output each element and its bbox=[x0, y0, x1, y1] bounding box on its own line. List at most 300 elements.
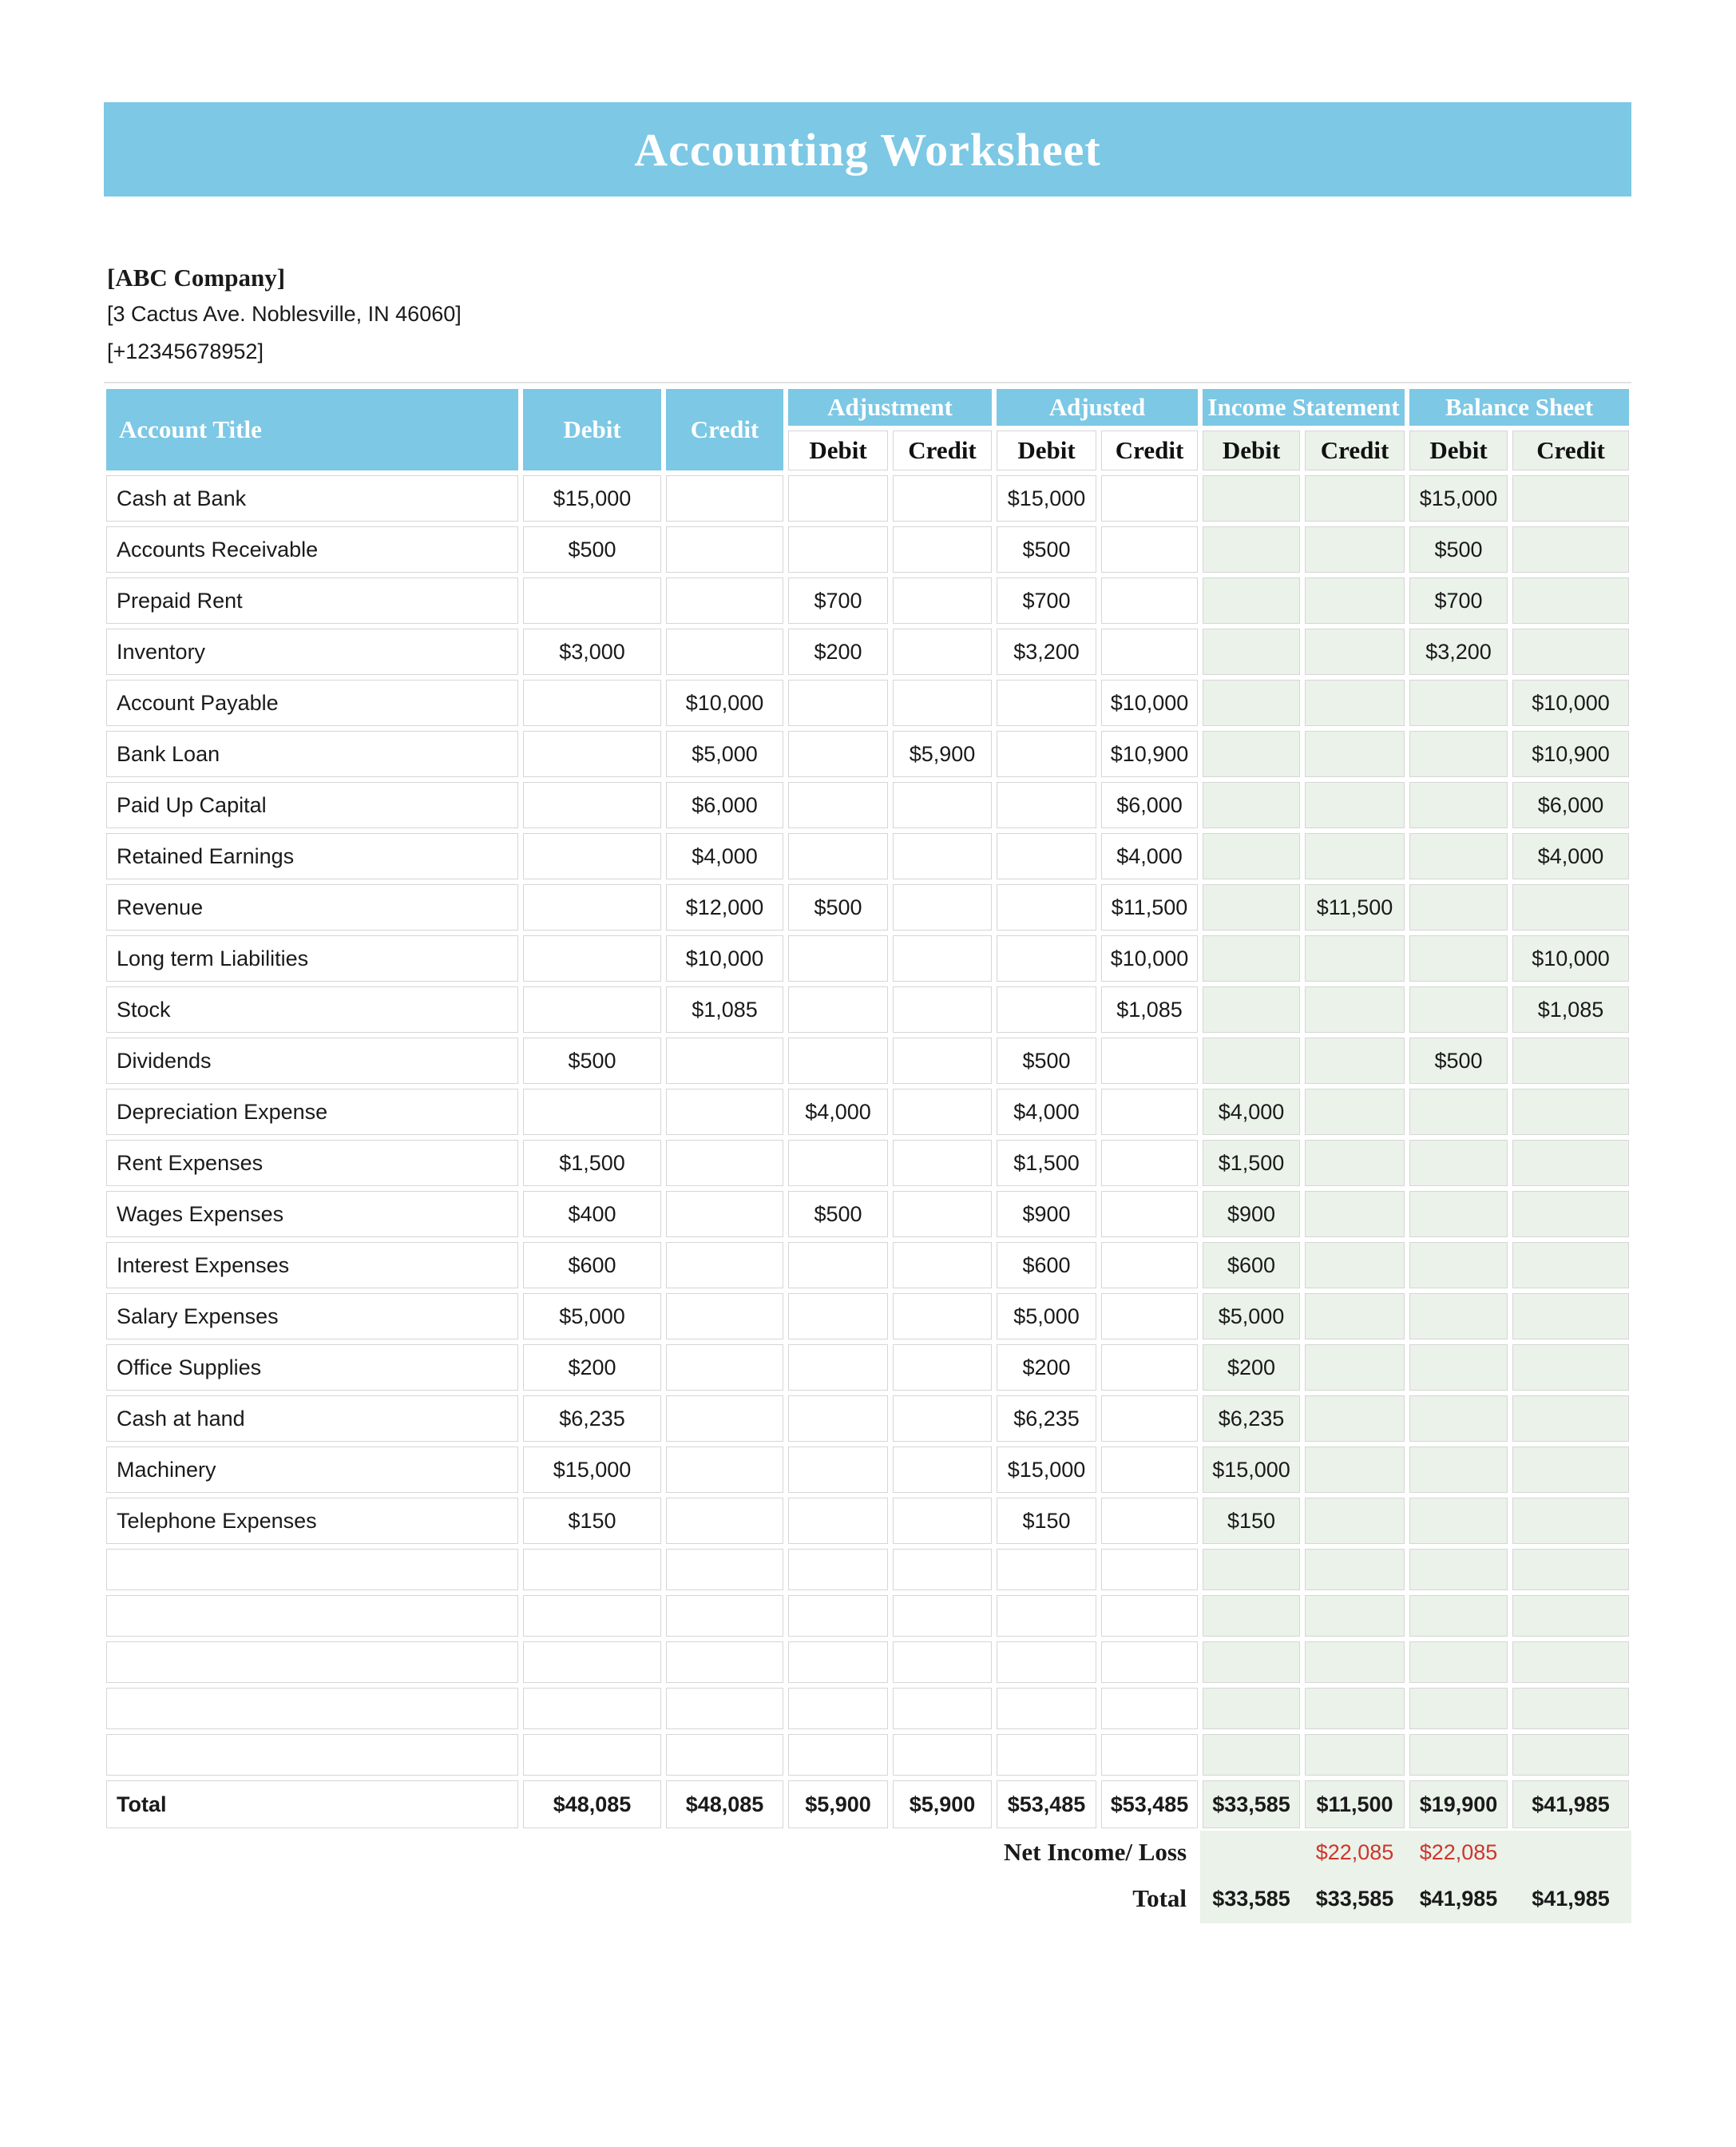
total-credit: $48,085 bbox=[664, 1778, 786, 1831]
cell-credit bbox=[664, 1444, 786, 1495]
account-title-cell: Depreciation Expense bbox=[104, 1086, 521, 1137]
cell-is-debit: $6,235 bbox=[1200, 1393, 1302, 1444]
cell-credit bbox=[664, 473, 786, 524]
cell-bs-debit bbox=[1407, 1342, 1510, 1393]
cell-debit: $6,235 bbox=[521, 1393, 664, 1444]
table-row bbox=[104, 677, 1631, 728]
empty-table-row bbox=[104, 1685, 1631, 1732]
final-total-bs-debit: $41,985 bbox=[1407, 1874, 1510, 1923]
cell-adj-credit bbox=[890, 780, 994, 831]
empty-table-row bbox=[104, 1732, 1631, 1778]
column-header-account-title: Account Title bbox=[104, 387, 521, 473]
company-phone: [+12345678952] bbox=[107, 339, 264, 363]
cell-adjusted-debit: $15,000 bbox=[994, 473, 1099, 524]
cell-adjusted-debit bbox=[994, 1639, 1099, 1685]
cell-debit bbox=[521, 984, 664, 1035]
cell-adjusted-credit bbox=[1099, 1639, 1200, 1685]
cell-bs-debit: $3,200 bbox=[1407, 626, 1510, 677]
cell-debit: $600 bbox=[521, 1240, 664, 1291]
cell-is-debit: $600 bbox=[1200, 1240, 1302, 1291]
cell-bs-credit bbox=[1510, 1342, 1631, 1393]
subheader-adjusted-debit: Debit bbox=[994, 428, 1099, 473]
cell-is-debit: $15,000 bbox=[1200, 1444, 1302, 1495]
cell-is-credit bbox=[1302, 1495, 1407, 1546]
cell-adj-debit bbox=[786, 1593, 890, 1639]
document-page bbox=[0, 102, 1736, 2147]
cell-is-credit bbox=[1302, 1086, 1407, 1137]
cell-adjusted-credit bbox=[1099, 575, 1200, 626]
account-title-cell: Stock bbox=[104, 984, 521, 1035]
cell-adjusted-debit: $4,000 bbox=[994, 1086, 1099, 1137]
account-title-cell: Long term Liabilities bbox=[104, 933, 521, 984]
cell-credit: $10,000 bbox=[664, 677, 786, 728]
cell-bs-credit bbox=[1510, 1035, 1631, 1086]
cell-is-credit bbox=[1302, 1342, 1407, 1393]
cell-adj-debit bbox=[786, 1393, 890, 1444]
cell-adj-credit bbox=[890, 626, 994, 677]
cell-adjusted-debit bbox=[994, 831, 1099, 882]
cell-adjusted-debit bbox=[994, 1732, 1099, 1778]
cell-debit: $500 bbox=[521, 524, 664, 575]
cell-adjusted-credit: $6,000 bbox=[1099, 780, 1200, 831]
table-top-border bbox=[104, 382, 1631, 383]
account-title-cell: Bank Loan bbox=[104, 728, 521, 780]
cell-is-debit: $900 bbox=[1200, 1189, 1302, 1240]
cell-credit bbox=[664, 1291, 786, 1342]
cell-adj-debit: $500 bbox=[786, 882, 890, 933]
cell-bs-debit bbox=[1407, 1189, 1510, 1240]
cell-bs-debit: $500 bbox=[1407, 1035, 1510, 1086]
cell-bs-credit bbox=[1510, 626, 1631, 677]
table-row bbox=[104, 933, 1631, 984]
empty-table-row bbox=[104, 1639, 1631, 1685]
cell-credit: $5,000 bbox=[664, 728, 786, 780]
cell-is-credit bbox=[1302, 1639, 1407, 1685]
table-row bbox=[104, 1035, 1631, 1086]
cell-adj-credit bbox=[890, 677, 994, 728]
cell-is-debit bbox=[1200, 984, 1302, 1035]
cell-adj-credit bbox=[890, 1393, 994, 1444]
table-row bbox=[104, 575, 1631, 626]
cell-debit: $15,000 bbox=[521, 473, 664, 524]
cell-credit bbox=[664, 626, 786, 677]
cell-adjusted-debit: $6,235 bbox=[994, 1393, 1099, 1444]
cell-debit bbox=[521, 882, 664, 933]
cell-adjusted-debit bbox=[994, 933, 1099, 984]
cell-credit: $10,000 bbox=[664, 933, 786, 984]
cell-is-credit bbox=[1302, 1240, 1407, 1291]
cell-adjusted-credit bbox=[1099, 1291, 1200, 1342]
cell-credit bbox=[664, 1342, 786, 1393]
cell-credit bbox=[664, 1086, 786, 1137]
column-header-debit: Debit bbox=[521, 387, 664, 473]
cell-is-debit bbox=[1200, 933, 1302, 984]
cell-adj-credit: $5,900 bbox=[890, 728, 994, 780]
cell-bs-debit bbox=[1407, 933, 1510, 984]
cell-debit bbox=[521, 677, 664, 728]
account-title-cell: Cash at Bank bbox=[104, 473, 521, 524]
cell-bs-credit bbox=[1510, 1393, 1631, 1444]
worksheet-table bbox=[104, 387, 1631, 1923]
cell-adj-credit bbox=[890, 1086, 994, 1137]
cell-adj-debit bbox=[786, 1685, 890, 1732]
net-income-is-credit: $22,085 bbox=[1302, 1831, 1407, 1874]
cell-debit bbox=[521, 575, 664, 626]
cell-bs-debit bbox=[1407, 1593, 1510, 1639]
cell-is-credit bbox=[1302, 575, 1407, 626]
cell-adj-debit bbox=[786, 1495, 890, 1546]
cell-adj-debit: $200 bbox=[786, 626, 890, 677]
group-header-adjusted: Adjusted bbox=[994, 387, 1200, 428]
cell-adj-debit bbox=[786, 1035, 890, 1086]
account-title-cell: Revenue bbox=[104, 882, 521, 933]
cell-adjusted-debit: $500 bbox=[994, 524, 1099, 575]
cell-debit bbox=[521, 1732, 664, 1778]
table-row bbox=[104, 1240, 1631, 1291]
group-header-adjustment: Adjustment bbox=[786, 387, 994, 428]
table-row bbox=[104, 882, 1631, 933]
cell-adjusted-credit: $10,000 bbox=[1099, 933, 1200, 984]
cell-bs-credit bbox=[1510, 1685, 1631, 1732]
cell-is-credit bbox=[1302, 1593, 1407, 1639]
subheader-adjusted-credit: Credit bbox=[1099, 428, 1200, 473]
cell-credit bbox=[664, 1593, 786, 1639]
net-income-row bbox=[104, 1831, 1631, 1874]
total-adj-credit: $5,900 bbox=[890, 1778, 994, 1831]
cell-bs-debit bbox=[1407, 882, 1510, 933]
cell-bs-credit: $10,900 bbox=[1510, 728, 1631, 780]
cell-adj-credit bbox=[890, 984, 994, 1035]
cell-adjusted-credit bbox=[1099, 524, 1200, 575]
cell-adj-credit bbox=[890, 1639, 994, 1685]
cell-bs-debit bbox=[1407, 780, 1510, 831]
cell-adjusted-credit bbox=[1099, 1444, 1200, 1495]
cell-adjusted-credit bbox=[1099, 473, 1200, 524]
cell-adj-debit bbox=[786, 1444, 890, 1495]
cell-adj-credit bbox=[890, 1593, 994, 1639]
cell-bs-credit: $1,085 bbox=[1510, 984, 1631, 1035]
table-row bbox=[104, 984, 1631, 1035]
cell-adjusted-credit: $4,000 bbox=[1099, 831, 1200, 882]
net-income-bs-credit bbox=[1510, 1831, 1631, 1874]
cell-adjusted-debit bbox=[994, 677, 1099, 728]
cell-bs-debit bbox=[1407, 728, 1510, 780]
cell-bs-debit bbox=[1407, 1639, 1510, 1685]
cell-credit bbox=[664, 1393, 786, 1444]
cell-is-debit bbox=[1200, 728, 1302, 780]
cell-adjusted-credit bbox=[1099, 1086, 1200, 1137]
total-adjusted-debit: $53,485 bbox=[994, 1778, 1099, 1831]
cell-credit bbox=[664, 575, 786, 626]
company-name: [ABC Company] bbox=[107, 264, 286, 292]
cell-is-credit bbox=[1302, 1291, 1407, 1342]
cell-bs-credit bbox=[1510, 1291, 1631, 1342]
cell-adj-credit bbox=[890, 1685, 994, 1732]
cell-is-credit bbox=[1302, 1189, 1407, 1240]
subheader-adjustment-credit: Credit bbox=[890, 428, 994, 473]
cell-adjusted-credit bbox=[1099, 1189, 1200, 1240]
account-title-cell: Machinery bbox=[104, 1444, 521, 1495]
cell-debit: $15,000 bbox=[521, 1444, 664, 1495]
cell-bs-debit bbox=[1407, 1732, 1510, 1778]
cell-debit: $500 bbox=[521, 1035, 664, 1086]
cell-is-debit bbox=[1200, 1593, 1302, 1639]
cell-bs-credit bbox=[1510, 1189, 1631, 1240]
cell-credit bbox=[664, 1685, 786, 1732]
cell-debit: $400 bbox=[521, 1189, 664, 1240]
cell-debit bbox=[521, 728, 664, 780]
subheader-balance-sheet-debit: Debit bbox=[1407, 428, 1510, 473]
account-title-cell: Accounts Receivable bbox=[104, 524, 521, 575]
cell-adjusted-credit: $1,085 bbox=[1099, 984, 1200, 1035]
cell-bs-debit: $500 bbox=[1407, 524, 1510, 575]
cell-is-debit bbox=[1200, 1546, 1302, 1593]
cell-credit bbox=[664, 1639, 786, 1685]
cell-is-credit bbox=[1302, 1393, 1407, 1444]
cell-is-credit bbox=[1302, 831, 1407, 882]
cell-adjusted-debit bbox=[994, 1685, 1099, 1732]
cell-is-credit bbox=[1302, 728, 1407, 780]
cell-adjusted-debit bbox=[994, 984, 1099, 1035]
cell-debit: $3,000 bbox=[521, 626, 664, 677]
subheader-income-statement-credit: Credit bbox=[1302, 428, 1407, 473]
table-row bbox=[104, 1444, 1631, 1495]
cell-adj-debit bbox=[786, 677, 890, 728]
total-adj-debit: $5,900 bbox=[786, 1778, 890, 1831]
cell-is-credit bbox=[1302, 984, 1407, 1035]
cell-bs-credit bbox=[1510, 882, 1631, 933]
cell-adjusted-credit bbox=[1099, 1546, 1200, 1593]
cell-credit bbox=[664, 1035, 786, 1086]
table-row bbox=[104, 780, 1631, 831]
cell-adj-credit bbox=[890, 524, 994, 575]
table-row bbox=[104, 1291, 1631, 1342]
cell-adjusted-debit: $900 bbox=[994, 1189, 1099, 1240]
cell-credit: $4,000 bbox=[664, 831, 786, 882]
cell-adjusted-credit: $11,500 bbox=[1099, 882, 1200, 933]
total-bs-credit: $41,985 bbox=[1510, 1778, 1631, 1831]
cell-credit bbox=[664, 524, 786, 575]
cell-is-debit bbox=[1200, 575, 1302, 626]
cell-adjusted-debit bbox=[994, 1546, 1099, 1593]
cell-adj-debit bbox=[786, 1639, 890, 1685]
document-title-banner bbox=[104, 102, 1631, 196]
cell-adj-credit bbox=[890, 1240, 994, 1291]
cell-adj-debit bbox=[786, 1732, 890, 1778]
table-row bbox=[104, 831, 1631, 882]
empty-table-row bbox=[104, 1593, 1631, 1639]
final-total-row bbox=[104, 1874, 1631, 1923]
cell-is-debit: $150 bbox=[1200, 1495, 1302, 1546]
cell-adjusted-debit: $500 bbox=[994, 1035, 1099, 1086]
cell-debit: $5,000 bbox=[521, 1291, 664, 1342]
cell-adjusted-debit: $150 bbox=[994, 1495, 1099, 1546]
table-row bbox=[104, 626, 1631, 677]
account-title-cell bbox=[104, 1639, 521, 1685]
header-group-row bbox=[104, 387, 1631, 428]
account-title-cell: Dividends bbox=[104, 1035, 521, 1086]
cell-debit bbox=[521, 1086, 664, 1137]
cell-adjusted-debit: $5,000 bbox=[994, 1291, 1099, 1342]
cell-bs-debit bbox=[1407, 677, 1510, 728]
cell-bs-debit: $15,000 bbox=[1407, 473, 1510, 524]
cell-adj-debit: $500 bbox=[786, 1189, 890, 1240]
account-title-cell: Inventory bbox=[104, 626, 521, 677]
cell-adjusted-credit bbox=[1099, 1685, 1200, 1732]
table-row bbox=[104, 1189, 1631, 1240]
cell-bs-credit bbox=[1510, 1593, 1631, 1639]
cell-adjusted-credit bbox=[1099, 1593, 1200, 1639]
cell-adjusted-credit bbox=[1099, 1732, 1200, 1778]
cell-bs-credit bbox=[1510, 1639, 1631, 1685]
cell-debit bbox=[521, 1546, 664, 1593]
cell-adj-credit bbox=[890, 1137, 994, 1189]
account-title-cell: Wages Expenses bbox=[104, 1189, 521, 1240]
cell-bs-debit bbox=[1407, 1240, 1510, 1291]
cell-adj-debit bbox=[786, 1291, 890, 1342]
cell-credit: $1,085 bbox=[664, 984, 786, 1035]
cell-adjusted-debit: $15,000 bbox=[994, 1444, 1099, 1495]
table-row bbox=[104, 1137, 1631, 1189]
net-income-bs-debit: $22,085 bbox=[1407, 1831, 1510, 1874]
cell-bs-credit: $10,000 bbox=[1510, 677, 1631, 728]
cell-adj-credit bbox=[890, 831, 994, 882]
account-title-cell: Prepaid Rent bbox=[104, 575, 521, 626]
cell-is-credit bbox=[1302, 626, 1407, 677]
net-income-is-debit bbox=[1200, 1831, 1302, 1874]
cell-bs-credit bbox=[1510, 1546, 1631, 1593]
account-title-cell bbox=[104, 1685, 521, 1732]
cell-is-debit bbox=[1200, 831, 1302, 882]
cell-is-credit bbox=[1302, 780, 1407, 831]
cell-bs-credit bbox=[1510, 575, 1631, 626]
cell-adj-debit bbox=[786, 933, 890, 984]
cell-bs-debit: $700 bbox=[1407, 575, 1510, 626]
cell-bs-debit bbox=[1407, 1546, 1510, 1593]
account-title-cell: Paid Up Capital bbox=[104, 780, 521, 831]
cell-adj-debit: $4,000 bbox=[786, 1086, 890, 1137]
cell-is-debit: $1,500 bbox=[1200, 1137, 1302, 1189]
total-bs-debit: $19,900 bbox=[1407, 1778, 1510, 1831]
cell-bs-debit bbox=[1407, 1495, 1510, 1546]
company-address: [3 Cactus Ave. Noblesville, IN 46060] bbox=[107, 302, 462, 326]
cell-adj-debit bbox=[786, 524, 890, 575]
cell-adj-debit: $700 bbox=[786, 575, 890, 626]
cell-adj-credit bbox=[890, 1291, 994, 1342]
cell-adj-credit bbox=[890, 575, 994, 626]
cell-credit bbox=[664, 1546, 786, 1593]
cell-is-credit: $11,500 bbox=[1302, 882, 1407, 933]
cell-adjusted-credit bbox=[1099, 626, 1200, 677]
cell-adj-debit bbox=[786, 473, 890, 524]
cell-is-debit bbox=[1200, 626, 1302, 677]
final-total-bs-credit: $41,985 bbox=[1510, 1874, 1631, 1923]
cell-bs-credit: $4,000 bbox=[1510, 831, 1631, 882]
cell-bs-debit bbox=[1407, 984, 1510, 1035]
cell-debit: $1,500 bbox=[521, 1137, 664, 1189]
cell-adj-credit bbox=[890, 1444, 994, 1495]
cell-adj-debit bbox=[786, 780, 890, 831]
cell-adj-credit bbox=[890, 1495, 994, 1546]
subheader-balance-sheet-credit: Credit bbox=[1510, 428, 1631, 473]
net-income-label: Net Income/ Loss bbox=[1003, 1838, 1187, 1866]
cell-bs-credit bbox=[1510, 1240, 1631, 1291]
cell-adjusted-debit: $1,500 bbox=[994, 1137, 1099, 1189]
cell-is-credit bbox=[1302, 1137, 1407, 1189]
total-is-debit: $33,585 bbox=[1200, 1778, 1302, 1831]
cell-credit: $6,000 bbox=[664, 780, 786, 831]
cell-adjusted-debit: $700 bbox=[994, 575, 1099, 626]
cell-adjusted-credit bbox=[1099, 1393, 1200, 1444]
page-title: Accounting Worksheet bbox=[634, 123, 1101, 176]
cell-debit: $200 bbox=[521, 1342, 664, 1393]
cell-is-debit bbox=[1200, 1639, 1302, 1685]
cell-is-credit bbox=[1302, 1035, 1407, 1086]
cell-bs-debit bbox=[1407, 1291, 1510, 1342]
cell-adjusted-credit: $10,000 bbox=[1099, 677, 1200, 728]
cell-adjusted-credit bbox=[1099, 1240, 1200, 1291]
cell-bs-credit bbox=[1510, 524, 1631, 575]
cell-is-credit bbox=[1302, 1444, 1407, 1495]
cell-credit bbox=[664, 1240, 786, 1291]
cell-adj-credit bbox=[890, 1546, 994, 1593]
cell-bs-credit bbox=[1510, 1495, 1631, 1546]
cell-debit bbox=[521, 933, 664, 984]
cell-is-debit bbox=[1200, 1035, 1302, 1086]
cell-is-credit bbox=[1302, 1685, 1407, 1732]
final-total-label: Total bbox=[1132, 1884, 1187, 1912]
cell-adjusted-credit bbox=[1099, 1035, 1200, 1086]
cell-is-debit bbox=[1200, 882, 1302, 933]
cell-is-credit bbox=[1302, 1546, 1407, 1593]
cell-is-credit bbox=[1302, 524, 1407, 575]
cell-bs-debit bbox=[1407, 1685, 1510, 1732]
account-title-cell bbox=[104, 1593, 521, 1639]
total-debit: $48,085 bbox=[521, 1778, 664, 1831]
cell-adj-debit bbox=[786, 728, 890, 780]
total-is-credit: $11,500 bbox=[1302, 1778, 1407, 1831]
account-title-cell: Office Supplies bbox=[104, 1342, 521, 1393]
total-adjusted-credit: $53,485 bbox=[1099, 1778, 1200, 1831]
cell-debit bbox=[521, 1685, 664, 1732]
group-header-income-statement: Income Statement bbox=[1200, 387, 1407, 428]
total-row bbox=[104, 1778, 1631, 1831]
cell-is-credit bbox=[1302, 473, 1407, 524]
cell-credit bbox=[664, 1137, 786, 1189]
cell-adj-debit bbox=[786, 1240, 890, 1291]
table-row bbox=[104, 1086, 1631, 1137]
cell-adj-credit bbox=[890, 1342, 994, 1393]
account-title-cell: Salary Expenses bbox=[104, 1291, 521, 1342]
cell-adjusted-debit: $600 bbox=[994, 1240, 1099, 1291]
table-row bbox=[104, 473, 1631, 524]
table-row bbox=[104, 1342, 1631, 1393]
cell-adj-debit bbox=[786, 984, 890, 1035]
group-header-balance-sheet: Balance Sheet bbox=[1407, 387, 1631, 428]
cell-adjusted-debit bbox=[994, 780, 1099, 831]
cell-bs-credit bbox=[1510, 473, 1631, 524]
cell-adjusted-debit: $200 bbox=[994, 1342, 1099, 1393]
cell-adj-credit bbox=[890, 1035, 994, 1086]
cell-bs-debit bbox=[1407, 1086, 1510, 1137]
table-row bbox=[104, 1495, 1631, 1546]
cell-bs-credit: $10,000 bbox=[1510, 933, 1631, 984]
cell-debit: $150 bbox=[521, 1495, 664, 1546]
cell-is-debit bbox=[1200, 1732, 1302, 1778]
final-total-is-credit: $33,585 bbox=[1302, 1874, 1407, 1923]
account-title-cell bbox=[104, 1732, 521, 1778]
cell-is-debit: $4,000 bbox=[1200, 1086, 1302, 1137]
